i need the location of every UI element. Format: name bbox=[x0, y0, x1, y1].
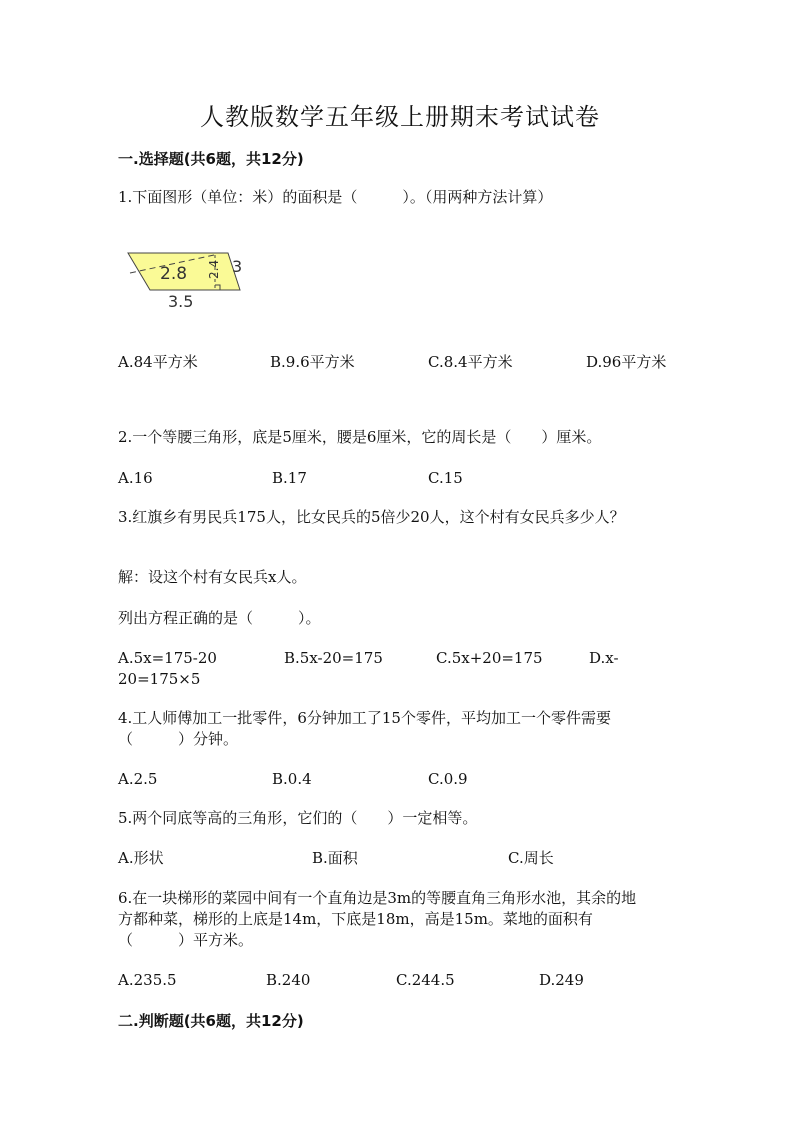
question-4-line2: （ ）分钟。 bbox=[118, 730, 239, 748]
q6-option-b[interactable]: B.240 bbox=[266, 971, 311, 989]
q3-option-c[interactable]: C.5x+20=175 bbox=[436, 649, 543, 667]
label-base: 3.5 bbox=[168, 292, 194, 311]
q4-option-b[interactable]: B.0.4 bbox=[272, 770, 312, 788]
parallelogram-figure bbox=[118, 245, 258, 315]
q3-option-d[interactable]: D.x- bbox=[589, 649, 619, 667]
question-3-solution: 解：设这个村有女民兵x人。 bbox=[118, 568, 307, 586]
q6-option-a[interactable]: A.235.5 bbox=[118, 971, 177, 989]
question-6-line1: 6.在一块梯形的菜园中间有一个直角边是3m的等腰直角三角形水池，其余的地 bbox=[118, 889, 637, 907]
q5-option-a[interactable]: A.形状 bbox=[118, 849, 164, 867]
q3-option-b[interactable]: B.5x-20=175 bbox=[284, 649, 383, 667]
label-height: 2.4 bbox=[207, 259, 221, 279]
q1-option-d[interactable]: D.96平方米 bbox=[586, 353, 667, 371]
section-heading-judgment: 二.判断题(共6题，共12分) bbox=[118, 1012, 304, 1030]
question-6-line3: （ ）平方米。 bbox=[118, 931, 254, 949]
q1-option-c[interactable]: C.8.4平方米 bbox=[428, 353, 513, 371]
q4-option-a[interactable]: A.2.5 bbox=[118, 770, 158, 788]
section-heading-choice: 一.选择题(共6题，共12分) bbox=[118, 150, 304, 168]
question-4-line1: 4.工人师傅加工一批零件，6分钟加工了15个零件，平均加工一个零件需要 bbox=[118, 709, 611, 727]
label-side: 3 bbox=[232, 257, 243, 276]
q3-option-a[interactable]: A.5x=175-20 bbox=[118, 649, 217, 667]
question-3-text: 3.红旗乡有男民兵175人，比女民兵的5倍少20人，这个村有女民兵多少人？ bbox=[118, 508, 625, 526]
page-title: 人教版数学五年级上册期末考试试卷 bbox=[200, 103, 600, 131]
question-6-line2: 方都种菜，梯形的上底是14m，下底是18m，高是15m。菜地的面积有 bbox=[118, 910, 593, 928]
q1-option-a[interactable]: A.84平方米 bbox=[118, 353, 198, 371]
question-3-prompt: 列出方程正确的是（ ）。 bbox=[118, 609, 321, 627]
label-top: 2.8 bbox=[160, 264, 188, 284]
q6-option-c[interactable]: C.244.5 bbox=[396, 971, 455, 989]
question-1-text: 1.下面图形（单位：米）的面积是（ ）。（用两种方法计算） bbox=[118, 188, 553, 206]
q2-option-a[interactable]: A.16 bbox=[118, 469, 153, 487]
question-5-text: 5.两个同底等高的三角形，它们的（ ）一定相等。 bbox=[118, 809, 478, 827]
q6-option-d[interactable]: D.249 bbox=[539, 971, 584, 989]
q2-option-b[interactable]: B.17 bbox=[272, 469, 307, 487]
q3-option-d-continued: 20=175×5 bbox=[118, 670, 201, 688]
question-2-text: 2.一个等腰三角形，底是5厘米，腰是6厘米，它的周长是（ ）厘米。 bbox=[118, 428, 602, 446]
parallelogram-diagram bbox=[118, 245, 258, 315]
q5-option-c[interactable]: C.周长 bbox=[508, 849, 554, 867]
q2-option-c[interactable]: C.15 bbox=[428, 469, 463, 487]
q4-option-c[interactable]: C.0.9 bbox=[428, 770, 468, 788]
q1-option-b[interactable]: B.9.6平方米 bbox=[270, 353, 355, 371]
q5-option-b[interactable]: B.面积 bbox=[312, 849, 358, 867]
